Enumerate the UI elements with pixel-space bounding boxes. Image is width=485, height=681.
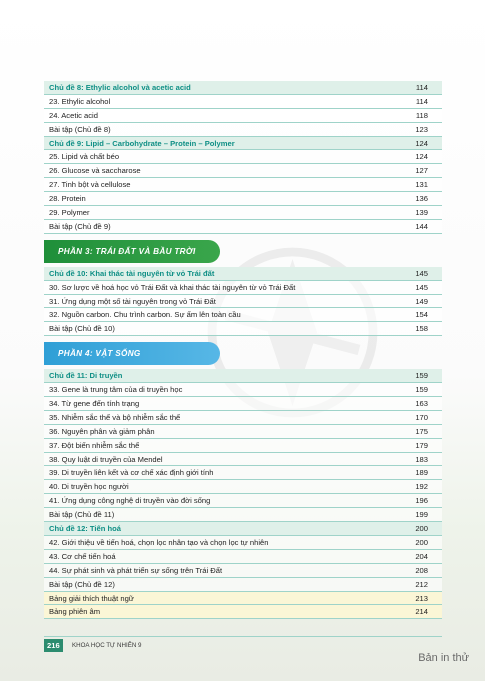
table-of-contents bbox=[44, 81, 442, 619]
toc-entry-title: 33. Gene là trung tâm của di truyền học bbox=[49, 385, 183, 395]
toc-entry-title: Bài tập (Chủ đề 12) bbox=[49, 579, 115, 589]
toc-page-number: 127 bbox=[415, 166, 428, 176]
part-4-header bbox=[44, 342, 442, 365]
toc-page-number: 136 bbox=[415, 194, 428, 204]
toc-lesson-row bbox=[44, 95, 442, 109]
toc-page-number: 192 bbox=[415, 482, 428, 492]
toc-page-number: 200 bbox=[415, 524, 428, 534]
toc-lesson-row bbox=[44, 480, 442, 494]
toc-page-number: 159 bbox=[415, 385, 428, 395]
toc-entry-title: 36. Nguyên phân và giảm phân bbox=[49, 426, 155, 436]
toc-entry-title: Chủ đề 11: Di truyền bbox=[49, 371, 123, 381]
toc-page-number: 163 bbox=[415, 399, 428, 409]
toc-entry-title: Bảng giải thích thuật ngữ bbox=[49, 593, 134, 603]
toc-topic-row bbox=[44, 369, 442, 383]
toc-page-number: 212 bbox=[415, 579, 428, 589]
page-footer bbox=[44, 636, 442, 652]
toc-lesson-row bbox=[44, 425, 442, 439]
toc-gloss-row bbox=[44, 605, 442, 619]
toc-lesson-row bbox=[44, 178, 442, 192]
toc-page-number: 199 bbox=[415, 510, 428, 520]
toc-entry-title: 35. Nhiễm sắc thể và bộ nhiễm sắc thể bbox=[49, 412, 181, 422]
toc-page-number: 118 bbox=[415, 110, 428, 120]
toc-page-number: 123 bbox=[415, 124, 428, 134]
toc-entry-title: 37. Đột biến nhiễm sắc thể bbox=[49, 440, 140, 450]
toc-entry-title: 30. Sơ lược về hoá học vỏ Trái Đất và khai thác tài nguyên từ vỏ Trái Đất bbox=[49, 282, 296, 292]
toc-entry-title: 42. Giới thiệu về tiến hoá, chọn lọc nhân tạo và chọn lọc tự nhiên bbox=[49, 537, 269, 547]
page-number: 216 bbox=[44, 639, 63, 652]
toc-entry-title: 24. Acetic acid bbox=[49, 110, 98, 120]
toc-page-number: 145 bbox=[415, 282, 428, 292]
part-3-header bbox=[44, 240, 442, 263]
toc-page-number: 214 bbox=[415, 607, 428, 617]
part-4-banner: PHẦN 4: VẬT SỐNG bbox=[44, 342, 220, 365]
toc-page-number: 179 bbox=[415, 440, 428, 450]
toc-exercise-row bbox=[44, 322, 442, 336]
toc-exercise-row bbox=[44, 578, 442, 592]
toc-entry-title: Chủ đề 8: Ethylic alcohol và acetic acid bbox=[49, 83, 191, 92]
toc-page-number: 204 bbox=[415, 551, 428, 561]
toc-lesson-row bbox=[44, 494, 442, 508]
toc-lesson-row bbox=[44, 295, 442, 309]
toc-page-number: 208 bbox=[415, 565, 428, 575]
toc-exercise-row bbox=[44, 220, 442, 234]
toc-page-number: 139 bbox=[415, 208, 428, 218]
toc-entry-title: Bài tập (Chủ đề 11) bbox=[49, 510, 115, 520]
toc-entry-title: 28. Protein bbox=[49, 194, 86, 204]
toc-topic-row bbox=[44, 522, 442, 536]
toc-entry-title: 34. Từ gene đến tính trạng bbox=[49, 399, 140, 409]
toc-page-number: 154 bbox=[415, 310, 428, 320]
toc-page-number: 114 bbox=[415, 83, 428, 92]
toc-entry-title: 23. Ethylic alcohol bbox=[49, 96, 111, 106]
toc-group-chemistry bbox=[44, 81, 442, 234]
toc-lesson-row bbox=[44, 206, 442, 220]
toc-lesson-row bbox=[44, 192, 442, 206]
toc-entry-title: 29. Polymer bbox=[49, 208, 90, 218]
toc-topic-row bbox=[44, 137, 442, 151]
toc-entry-title: 25. Lipid và chất béo bbox=[49, 152, 120, 162]
toc-page-number: 175 bbox=[415, 426, 428, 436]
toc-entry-title: 40. Di truyền học người bbox=[49, 482, 129, 492]
footer-rule bbox=[44, 636, 442, 637]
toc-group-living bbox=[44, 369, 442, 619]
toc-entry-title: 39. Di truyền liên kết và cơ chế xác định giới tính bbox=[49, 468, 214, 478]
toc-entry-title: 26. Glucose và saccharose bbox=[49, 166, 141, 176]
toc-page-number: 196 bbox=[415, 496, 428, 506]
toc-exercise-row bbox=[44, 508, 442, 522]
toc-lesson-row bbox=[44, 439, 442, 453]
toc-lesson-row bbox=[44, 109, 442, 123]
toc-gloss-row bbox=[44, 592, 442, 606]
toc-lesson-row bbox=[44, 411, 442, 425]
toc-exercise-row bbox=[44, 123, 442, 137]
toc-lesson-row bbox=[44, 383, 442, 397]
toc-lesson-row bbox=[44, 281, 442, 295]
toc-entry-title: 32. Nguồn carbon. Chu trình carbon. Sự ấm lên toàn cầu bbox=[49, 310, 241, 320]
toc-entry-title: Bảng phiên âm bbox=[49, 607, 101, 617]
toc-page-number: 200 bbox=[415, 537, 428, 547]
toc-lesson-row bbox=[44, 397, 442, 411]
toc-page-number: 183 bbox=[415, 454, 428, 464]
toc-page-number: 144 bbox=[415, 221, 428, 231]
toc-page-number: 149 bbox=[415, 296, 428, 306]
toc-topic-row bbox=[44, 267, 442, 281]
toc-lesson-row bbox=[44, 164, 442, 178]
toc-lesson-row bbox=[44, 308, 442, 322]
book-title: KHOA HỌC TỰ NHIÊN 9 bbox=[72, 642, 142, 649]
toc-topic-row bbox=[44, 81, 442, 95]
toc-lesson-row bbox=[44, 150, 442, 164]
toc-entry-title: 44. Sự phát sinh và phát triển sự sống trên Trái Đất bbox=[49, 565, 223, 575]
toc-lesson-row bbox=[44, 466, 442, 480]
toc-page-number: 170 bbox=[415, 412, 428, 422]
toc-page-number: 124 bbox=[415, 138, 428, 148]
toc-page-number: 114 bbox=[415, 96, 428, 106]
toc-entry-title: 31. Ứng dụng một số tài nguyên trong vỏ Trái Đất bbox=[49, 296, 216, 306]
toc-lesson-row bbox=[44, 564, 442, 578]
toc-page-number: 213 bbox=[415, 593, 428, 603]
draft-stamp: Bản in thử bbox=[418, 652, 469, 664]
toc-page-number: 131 bbox=[415, 180, 428, 190]
toc-entry-title: Chủ đề 12: Tiến hoá bbox=[49, 524, 122, 534]
toc-page-number: 159 bbox=[415, 371, 428, 381]
toc-group-earth bbox=[44, 267, 442, 336]
toc-entry-title: 38. Quy luật di truyền của Mendel bbox=[49, 454, 163, 464]
toc-page-number: 189 bbox=[415, 468, 428, 478]
toc-entry-title: Bài tập (Chủ đề 8) bbox=[49, 124, 111, 134]
toc-lesson-row bbox=[44, 536, 442, 550]
toc-lesson-row bbox=[44, 453, 442, 467]
toc-page-number: 124 bbox=[415, 152, 428, 162]
toc-entry-title: 27. Tinh bột và cellulose bbox=[49, 180, 131, 190]
toc-entry-title: 43. Cơ chế tiến hoá bbox=[49, 551, 116, 561]
toc-entry-title: Chủ đề 9: Lipid – Carbohydrate – Protein – Polymer bbox=[49, 138, 235, 148]
toc-lesson-row bbox=[44, 550, 442, 564]
part-3-banner: PHẦN 3: TRÁI ĐẤT VÀ BẦU TRỜI bbox=[44, 240, 220, 263]
toc-page-number: 145 bbox=[415, 268, 428, 278]
toc-entry-title: Chủ đề 10: Khai thác tài nguyên từ vỏ Trái đất bbox=[49, 268, 215, 278]
toc-entry-title: Bài tập (Chủ đề 10) bbox=[49, 324, 115, 334]
toc-page-number: 158 bbox=[415, 324, 428, 334]
toc-entry-title: Bài tập (Chủ đề 9) bbox=[49, 221, 111, 231]
toc-entry-title: 41. Ứng dụng công nghệ di truyền vào đời sống bbox=[49, 496, 211, 506]
